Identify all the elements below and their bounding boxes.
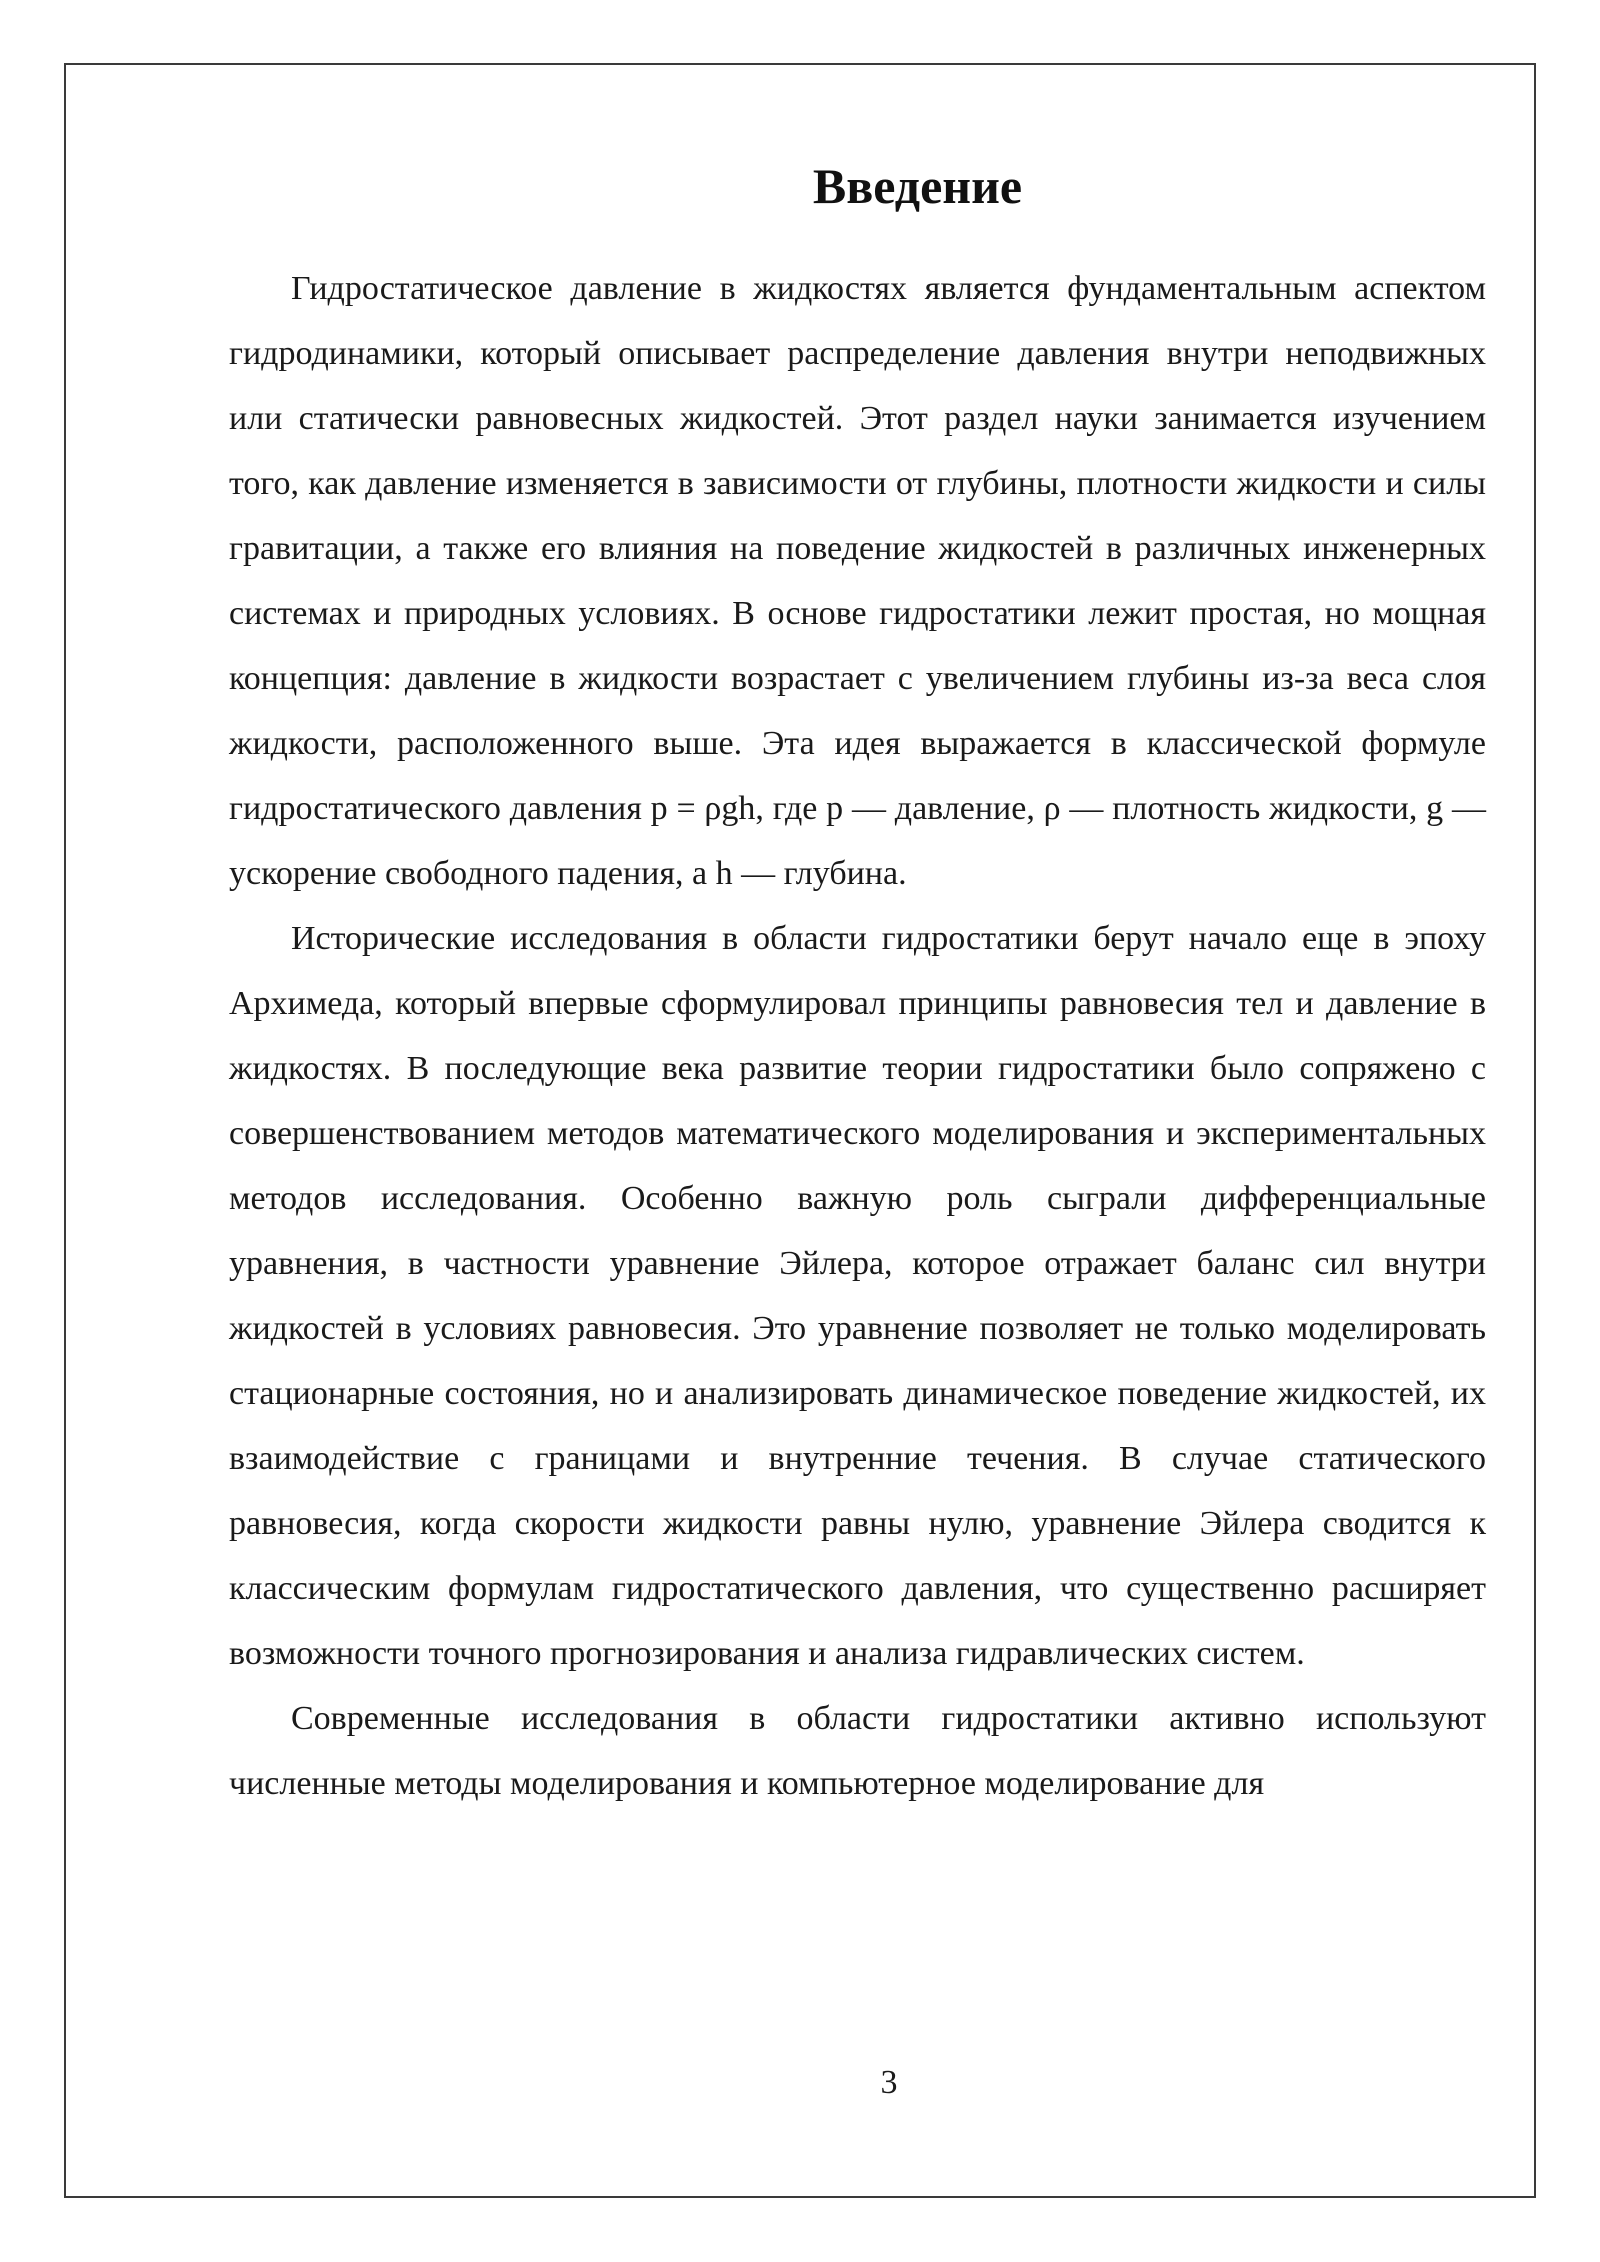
paragraph-2: Исторические исследования в области гидростатики берут начало еще в эпоху Архимеда, который впервые сформулировал принципы равновесия тел и давление в жидкостях. В последующие века развитие теории гидростатики было сопряжено с совершенствованием методов математического моделирования и экспериментальных методов исследования. Особенно важную роль сыграли дифференциальные уравнения, в частности уравнение Эйлера, которое отражает баланс сил внутри жидкостей в условиях равновесия. Это уравнение позволяет не только моделировать стационарные состояния, но и анализировать динамическое поведение жидкостей, их взаимодействие с границами и внутренние течения. В случае статического равновесия, когда скорости жидкости равны нулю, уравнение Эйлера сводится к классическим формулам гидростатического давления, что существенно расширяет возможности точного прогнозирования и анализа гидравлических систем. — [229, 920, 1486, 1672]
page-number: 3 — [880, 2064, 898, 2101]
document-body — [229, 150, 1486, 1816]
page-title: Введение — [812, 158, 1023, 214]
paragraph-3: Современные исследования в области гидростатики активно используют численные методы моделирования и компьютерное моделирование для — [229, 1700, 1486, 1802]
paragraph-1: Гидростатическое давление в жидкостях является фундаментальным аспектом гидродинамики, который описывает распределение давления внутри неподвижных или статически равновесных жидкостей. Этот раздел науки занимается изучением того, как давление изменяется в зависимости от глубины, плотности жидкости и силы гравитации, а также его влияния на поведение жидкостей в различных инженерных системах и природных условиях. В основе гидростатики лежит простая, но мощная концепция: давление в жидкости возрастает с увеличением глубины из-за веса слоя жидкости, расположенного выше. Эта идея выражается в классической формуле гидростатического давления p = ρgh, где p — давление, ρ — плотность жидкости, g — ускорение свободного падения, а h — глубина. — [229, 270, 1486, 892]
